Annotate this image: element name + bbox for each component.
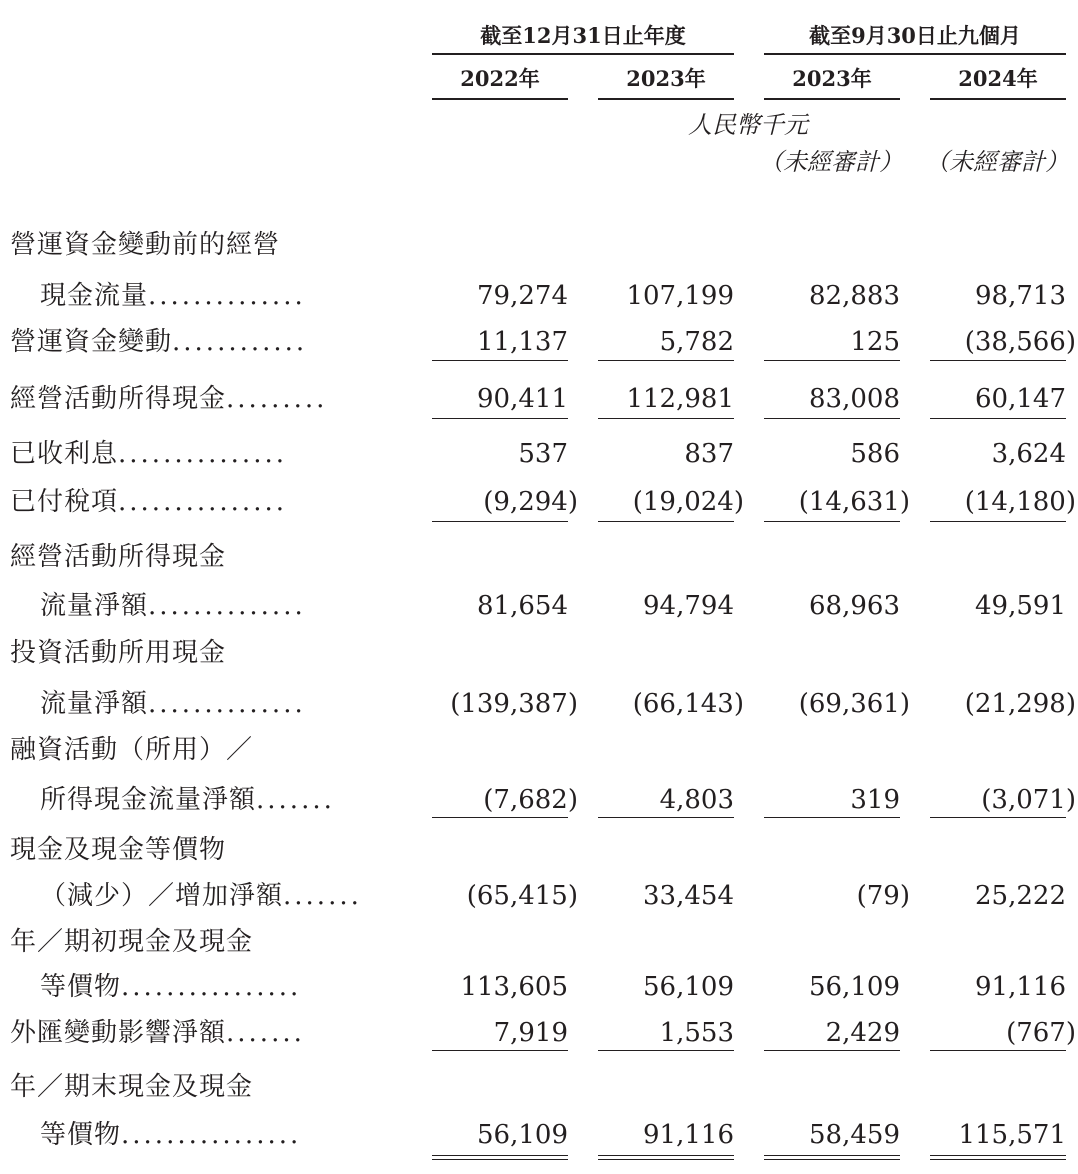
row-leader-dots: ............... (118, 487, 287, 517)
row-label-text: 所得現金流量淨額 (40, 785, 257, 815)
row-value-col2: (66,143) (632, 689, 744, 719)
row-value-col4: 115,571 (958, 1120, 1066, 1150)
row-value-col2: 112,981 (626, 384, 734, 414)
subtotal-line-tax-2 (598, 521, 734, 522)
row-label-text: 融資活動（所用）／ (10, 735, 254, 765)
row-label (40, 1118, 301, 1152)
row-value-col2: 4,803 (659, 785, 734, 815)
year-header-1: 2022年 (460, 66, 540, 91)
row-value-col2: 107,199 (626, 281, 734, 311)
row-value-col1: (7,682) (483, 785, 578, 815)
row-value-col4: 98,713 (975, 281, 1066, 311)
row-leader-dots: ....... (283, 881, 362, 911)
row-label-text: 現金流量 (40, 281, 149, 311)
year-header-3: 2023年 (792, 66, 872, 91)
row-value-col2: 1,553 (659, 1018, 734, 1048)
unaudited-note-col4: （未經審計） (925, 148, 1069, 176)
row-value-col2: 837 (684, 439, 734, 469)
row-value-col4: 49,591 (975, 591, 1066, 621)
row-label-text: 營運資金變動前的經營 (10, 230, 281, 260)
row-label (10, 833, 226, 867)
row-leader-dots: ................ (121, 972, 302, 1002)
row-label-text: 已付稅項 (10, 487, 119, 517)
row-value-col1: 11,137 (477, 327, 568, 357)
row-label (10, 228, 280, 262)
row-value-col3: (79) (856, 881, 910, 911)
subtotal-line-working-capital-4 (930, 360, 1066, 361)
row-leader-dots: ............... (118, 439, 287, 469)
row-value-col3: 56,109 (809, 972, 900, 1002)
row-leader-dots: .............. (148, 591, 306, 621)
row-label (10, 382, 327, 416)
total-double-line-2 (598, 1155, 734, 1160)
row-leader-dots: ......... (226, 384, 328, 414)
row-value-col1: 7,919 (493, 1018, 568, 1048)
row-label (10, 636, 226, 670)
subtotal-line-tax-4 (930, 521, 1066, 522)
row-label (40, 783, 335, 817)
row-value-col4: 60,147 (975, 384, 1066, 414)
subtotal-line-operating-1 (432, 418, 568, 419)
row-value-col1: (65,415) (466, 881, 578, 911)
row-label (10, 437, 287, 471)
row-label (10, 1016, 305, 1050)
group-title-annual: 截至12月31日止年度 (480, 23, 686, 48)
row-value-col4: (38,566) (964, 327, 1076, 357)
subtotal-line-operating-3 (764, 418, 900, 419)
row-value-col3: 83,008 (809, 384, 900, 414)
row-value-col2: 5,782 (659, 327, 734, 357)
row-label (10, 485, 287, 519)
row-label-text: 經營活動所得現金 (10, 542, 227, 572)
row-value-col2: 94,794 (643, 591, 734, 621)
row-value-col2: 33,454 (643, 881, 734, 911)
row-leader-dots: ................ (121, 1120, 302, 1150)
subtotal-line-working-capital-3 (764, 360, 900, 361)
row-label (10, 925, 253, 959)
subtotal-line-financing-1 (432, 817, 568, 818)
year-underline-1 (432, 98, 568, 100)
unaudited-note-col3: （未經審計） (759, 148, 903, 176)
subtotal-line-fx-4 (930, 1050, 1066, 1051)
row-label-text: 等價物 (40, 972, 122, 1002)
row-value-col1: (9,294) (483, 487, 578, 517)
subtotal-line-operating-4 (930, 418, 1066, 419)
row-value-col1: 113,605 (460, 972, 568, 1002)
row-leader-dots: ............ (172, 327, 308, 357)
group-underline-annual (432, 53, 734, 55)
row-value-col1: 79,274 (477, 281, 568, 311)
subtotal-line-tax-3 (764, 521, 900, 522)
subtotal-line-financing-4 (930, 817, 1066, 818)
year-header-4: 2024年 (958, 66, 1038, 91)
year-header-2: 2023年 (626, 66, 706, 91)
subtotal-line-fx-2 (598, 1050, 734, 1051)
year-underline-2 (598, 98, 734, 100)
subtotal-line-operating-2 (598, 418, 734, 419)
row-value-col2: 91,116 (643, 1120, 734, 1150)
row-value-col3: 82,883 (809, 281, 900, 311)
row-value-col1: 537 (518, 439, 568, 469)
year-underline-3 (764, 98, 900, 100)
total-double-line-1 (432, 1155, 568, 1160)
subtotal-line-fx-1 (432, 1050, 568, 1051)
row-label-text: 年／期末現金及現金 (10, 1072, 254, 1102)
row-label-text: 流量淨額 (40, 591, 149, 621)
row-label (40, 279, 306, 313)
row-label-text: 現金及現金等價物 (10, 835, 227, 865)
row-leader-dots: .............. (148, 689, 306, 719)
subtotal-line-working-capital-2 (598, 360, 734, 361)
row-label-text: 外匯變動影響淨額 (10, 1018, 227, 1048)
row-value-col3: 586 (850, 439, 900, 469)
row-value-col3: (14,631) (798, 487, 910, 517)
total-double-line-3 (764, 1155, 900, 1160)
row-label-text: 投資活動所用現金 (10, 638, 227, 668)
row-label (10, 1070, 253, 1104)
group-underline-nine-months (764, 53, 1066, 55)
row-label (10, 325, 307, 359)
row-value-col1: 81,654 (477, 591, 568, 621)
subtotal-line-financing-2 (598, 817, 734, 818)
row-value-col3: 68,963 (809, 591, 900, 621)
subtotal-line-financing-3 (764, 817, 900, 818)
row-value-col3: 2,429 (825, 1018, 900, 1048)
row-label-text: 年／期初現金及現金 (10, 927, 254, 957)
row-leader-dots: ....... (256, 785, 335, 815)
row-value-col4: (14,180) (964, 487, 1076, 517)
row-value-col2: 56,109 (643, 972, 734, 1002)
row-label-text: 等價物 (40, 1120, 122, 1150)
row-label (40, 879, 362, 913)
row-value-col3: 125 (850, 327, 900, 357)
row-label (10, 540, 226, 574)
row-value-col4: (3,071) (981, 785, 1076, 815)
row-value-col3: 58,459 (809, 1120, 900, 1150)
subtotal-line-tax-1 (432, 521, 568, 522)
row-label (40, 687, 306, 721)
row-value-col1: (139,387) (450, 689, 578, 719)
subtotal-line-working-capital-1 (432, 360, 568, 361)
row-value-col3: 319 (850, 785, 900, 815)
row-value-col3: (69,361) (798, 689, 910, 719)
row-label (10, 733, 253, 767)
row-label-text: 經營活動所得現金 (10, 384, 227, 414)
row-value-col1: 56,109 (477, 1120, 568, 1150)
row-label-text: 流量淨額 (40, 689, 149, 719)
row-value-col4: (21,298) (964, 689, 1076, 719)
row-label-text: 已收利息 (10, 439, 119, 469)
row-value-col4: 91,116 (975, 972, 1066, 1002)
row-leader-dots: .............. (148, 281, 306, 311)
row-label-text: （減少）／增加淨額 (40, 881, 284, 911)
currency-unit: 人民幣千元 (688, 111, 808, 139)
row-label (40, 589, 306, 623)
row-label (40, 970, 301, 1004)
row-value-col2: (19,024) (632, 487, 744, 517)
row-value-col1: 90,411 (477, 384, 568, 414)
year-underline-4 (930, 98, 1066, 100)
subtotal-line-fx-3 (764, 1050, 900, 1051)
row-value-col4: (767) (1006, 1018, 1076, 1048)
row-value-col4: 3,624 (991, 439, 1066, 469)
total-double-line-4 (930, 1155, 1066, 1160)
row-value-col4: 25,222 (975, 881, 1066, 911)
row-label-text: 營運資金變動 (10, 327, 173, 357)
row-leader-dots: ....... (226, 1018, 305, 1048)
group-title-nine-months: 截至9月30日止九個月 (809, 23, 1021, 48)
